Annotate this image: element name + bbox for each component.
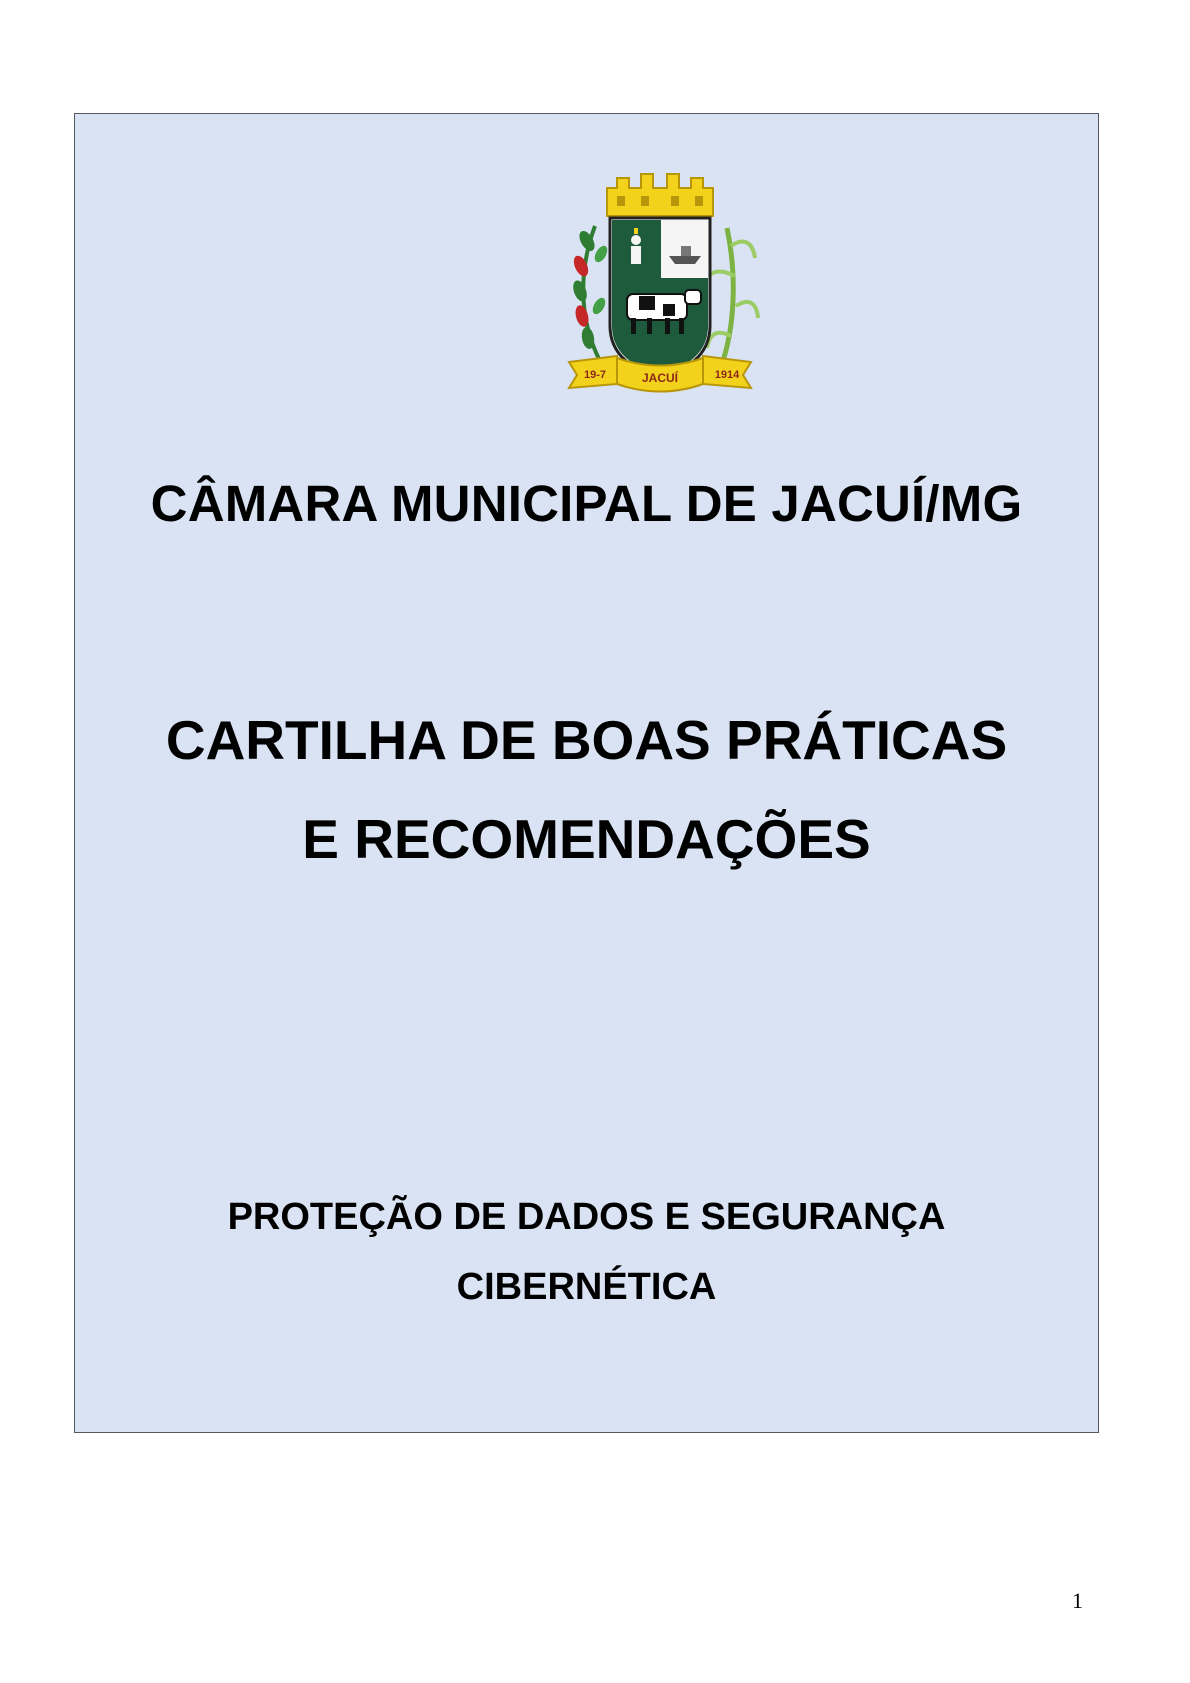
institution-name: CÂMARA MUNICIPAL DE JACUÍ/MG [150,475,1023,532]
document-title-line-1: CARTILHA DE BOAS PRÁTICAS [165,709,1008,771]
document-title-line-2: E RECOMENDAÇÕES [302,808,871,870]
cover-panel [74,113,1099,1433]
ribbon-right-text: 1914 [714,369,740,381]
document-subtitle-line-2: CIBERNÉTICA [456,1266,717,1308]
laurel-branch-icon [571,226,610,361]
document-subtitle-line-1: PROTEÇÃO DE DADOS E SEGURANÇA [227,1196,946,1238]
sugarcane-branch-icon [705,228,758,361]
ribbon-center-text: JACUÍ [641,371,679,385]
ribbon-left-text: 19-7 [583,369,607,381]
coat-of-arms-icon [555,166,765,396]
mural-crown-icon [607,174,713,216]
page-number: 1 [1072,1588,1083,1613]
shield-icon [610,218,710,378]
